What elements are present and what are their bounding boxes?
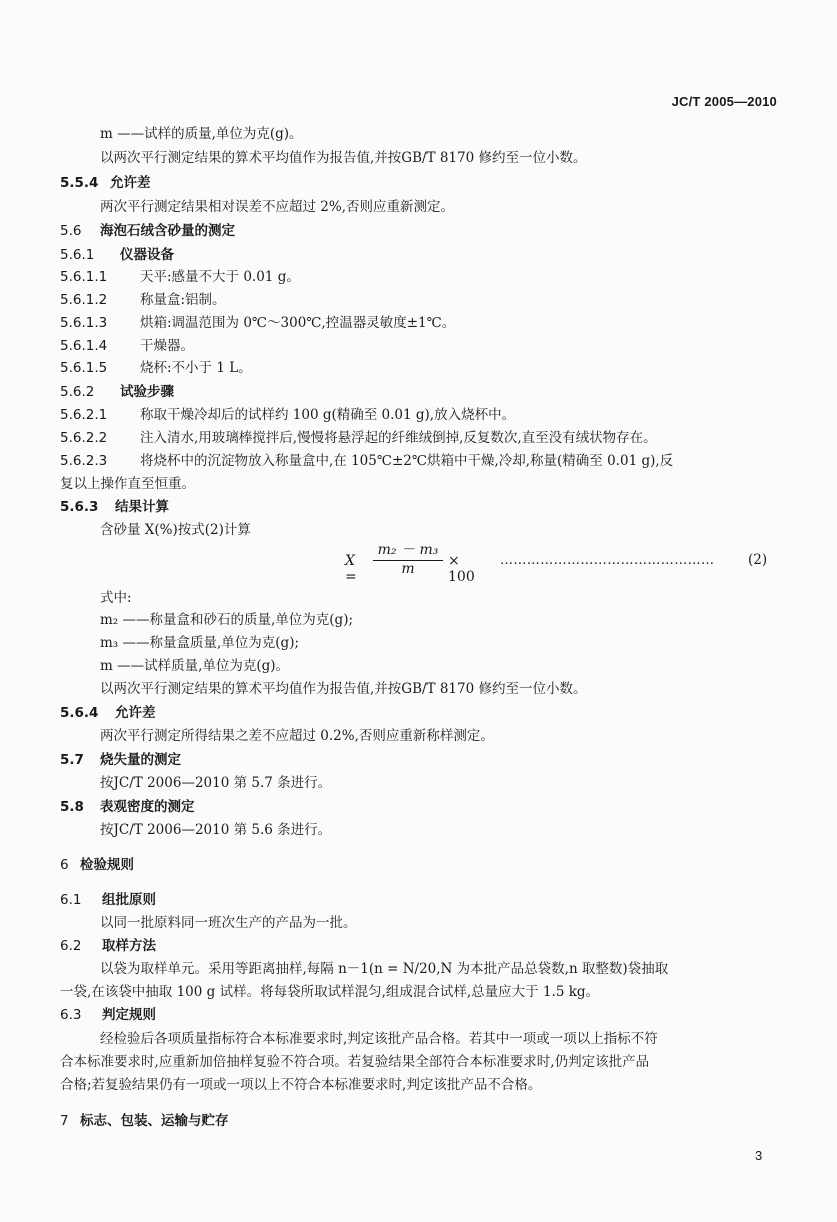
sampling-text-2: 一袋,在该袋中抽取 100 g 试样。将每袋所取试样混匀,组成混合试样,总量应大于 1.5 kg。 bbox=[60, 984, 600, 1000]
section-5-8-text: 按JC/T 2006—2010 第 5.6 条进行。 bbox=[100, 822, 332, 838]
section-5-7: 5.7 烧失量的测定 bbox=[60, 752, 181, 768]
var-m-definition: m ——试样的质量,单位为克(g)。 bbox=[100, 126, 303, 142]
formula-denominator: m bbox=[401, 561, 415, 577]
page-number: 3 bbox=[755, 1148, 763, 1163]
formula-fraction bbox=[373, 539, 443, 577]
section-5-6-4: 5.6.4 允许差 bbox=[60, 705, 156, 721]
item-5-6-1-1: 5.6.1.1 天平:感量不大于 0.01 g。 bbox=[60, 269, 300, 285]
formula-leader-dots: ………………………………………… bbox=[500, 553, 715, 568]
section-6-3: 6.3 判定规则 bbox=[60, 1007, 156, 1023]
step-5-6-2-3-cont: 复以上操作直至恒重。 bbox=[60, 476, 195, 492]
judgment-text-3: 合格;若复验结果仍有一项或一项以上不符合本标准要求时,判定该批产品不合格。 bbox=[60, 1077, 542, 1093]
tolerance-text: 两次平行测定结果相对误差不应超过 2%,否则应重新测定。 bbox=[100, 199, 454, 215]
item-5-6-1-5: 5.6.1.5 烧杯:不小于 1 L。 bbox=[60, 360, 252, 376]
section-5-6-1: 5.6.1 仪器设备 bbox=[60, 247, 174, 263]
chapter-6-heading: 6 检验规则 bbox=[60, 857, 134, 873]
standard-code-header: JC/T 2005—2010 bbox=[671, 94, 777, 109]
var-m3-definition: m₃ ——称量盒质量,单位为克(g); bbox=[100, 635, 300, 651]
formula-multiplier: × 100 bbox=[448, 553, 475, 585]
where-label: 式中: bbox=[100, 590, 132, 606]
report-value-text-2: 以两次平行测定结果的算术平均值作为报告值,并按GB/T 8170 修约至一位小数。 bbox=[100, 681, 587, 697]
batching-text: 以同一批原料同一班次生产的产品为一批。 bbox=[100, 915, 357, 931]
item-5-6-1-4: 5.6.1.4 干燥器。 bbox=[60, 338, 194, 354]
section-5-6: 5.6 海泡石绒含砂量的测定 bbox=[60, 223, 235, 239]
section-5-8: 5.8 表观密度的测定 bbox=[60, 799, 195, 815]
item-5-6-1-3: 5.6.1.3 烘箱:调温范围为 0℃～300℃,控温器灵敏度±1℃。 bbox=[60, 315, 456, 331]
judgment-text-1: 经检验后各项质量指标符合本标准要求时,判定该批产品合格。若其中一项或一项以上指标不符 bbox=[100, 1031, 658, 1047]
sand-content-intro: 含砂量 X(%)按式(2)计算 bbox=[100, 522, 251, 538]
var-m2-definition: m₂ ——称量盒和砂石的质量,单位为克(g); bbox=[100, 612, 354, 628]
step-5-6-2-1: 5.6.2.1 称取干燥冷却后的试样约 100 g(精确至 0.01 g),放入烧杯中。 bbox=[60, 407, 516, 423]
section-6-1: 6.1 组批原则 bbox=[60, 892, 156, 908]
item-5-6-1-2: 5.6.1.2 称量盒:铝制。 bbox=[60, 292, 226, 308]
section-5-7-text: 按JC/T 2006—2010 第 5.7 条进行。 bbox=[100, 775, 332, 791]
report-value-text: 以两次平行测定结果的算术平均值作为报告值,并按GB/T 8170 修约至一位小数。 bbox=[100, 150, 587, 166]
step-5-6-2-3: 5.6.2.3 将烧杯中的沉淀物放入称量盒中,在 105℃±2℃烘箱中干燥,冷却,称量(精确至 0.01 g),反 bbox=[60, 453, 674, 469]
chapter-7-heading: 7 标志、包装、运输与贮存 bbox=[60, 1113, 229, 1129]
var-m-definition-2: m ——试样质量,单位为克(g)。 bbox=[100, 658, 290, 674]
section-5-5-4: 5.5.4 允许差 bbox=[60, 175, 151, 191]
tolerance-text-2: 两次平行测定所得结果之差不应超过 0.2%,否则应重新称样测定。 bbox=[100, 728, 494, 744]
formula-numerator: m₂ － m₃ bbox=[373, 539, 443, 561]
step-5-6-2-2: 5.6.2.2 注入清水,用玻璃棒搅拌后,慢慢将悬浮起的纤维绒倒掉,反复数次,直至没有绒状物存在。 bbox=[60, 430, 657, 446]
formula-lhs: X = bbox=[345, 553, 357, 585]
section-6-2: 6.2 取样方法 bbox=[60, 938, 156, 954]
judgment-text-2: 合本标准要求时,应重新加倍抽样复验不符合项。若复验结果全部符合本标准要求时,仍判定该批产品 bbox=[60, 1054, 650, 1070]
section-5-6-3: 5.6.3 结果计算 bbox=[60, 499, 169, 515]
section-5-6-2: 5.6.2 试验步骤 bbox=[60, 384, 174, 400]
sampling-text-1: 以袋为取样单元。采用等距离抽样,每隔 n－1(n = N/20,N 为本批产品总袋数,n 取整数)袋抽取 bbox=[100, 961, 669, 977]
formula-number: (2) bbox=[748, 552, 768, 568]
